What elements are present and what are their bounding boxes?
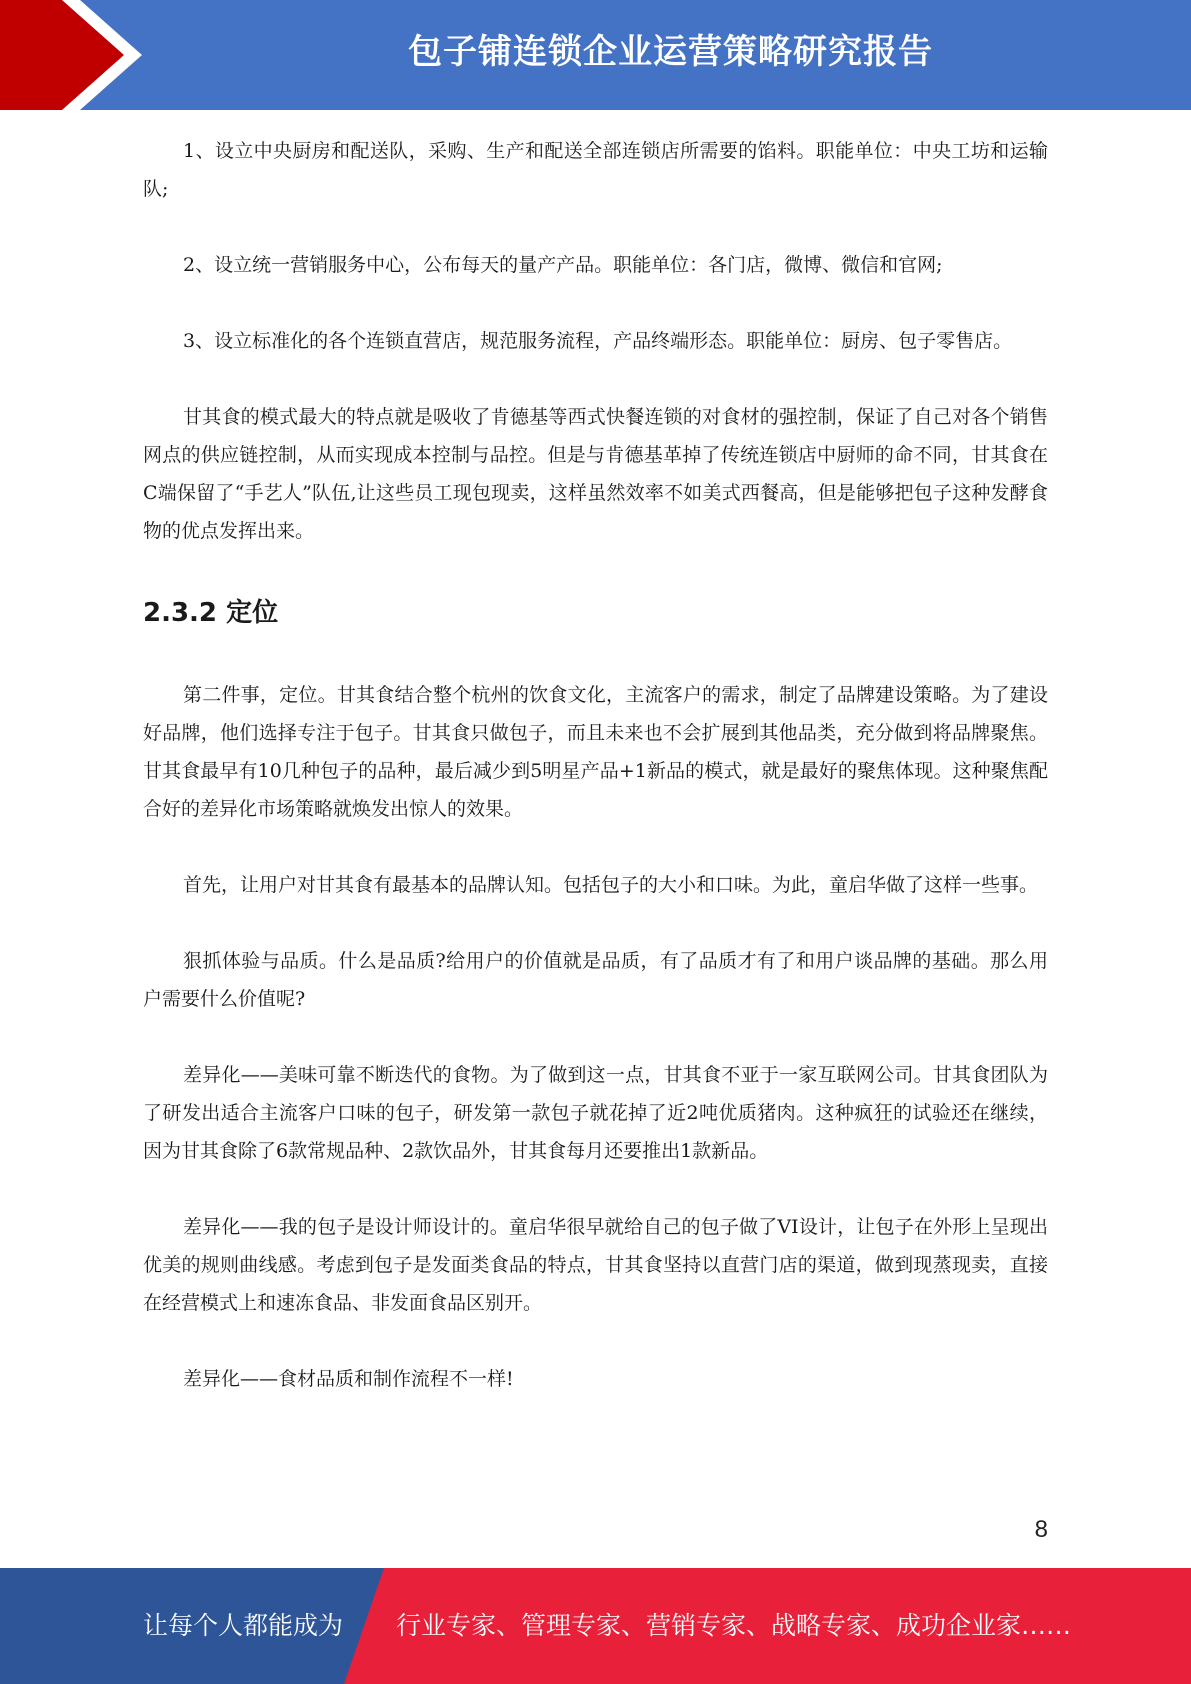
footer-slogan-left: 让每个人都能成为	[143, 1611, 344, 1640]
paragraph: 第二件事，定位。甘其食结合整个杭州的饮食文化，主流客户的需求，制定了品牌建设策略。为了建设好品牌，他们选择专注于包子。甘其食只做包子，而且未来也不会扩展到其他品类，充分做到将品牌聚焦。甘其食最早有10几种包子的品种，最后减少到5明星产品+1新品的模式，就是最好的聚焦体现。这种聚焦配合好的差异化市场策略就焕发出惊人的效果。	[143, 684, 1048, 820]
header-arrow-icon	[0, 0, 160, 110]
page-number: 8	[1034, 1516, 1048, 1543]
page-footer	[0, 1568, 1191, 1684]
paragraph: 狠抓体验与品质。什么是品质?给用户的价值就是品质，有了品质才有了和用户谈品牌的基础。那么用户需要什么价值呢?	[143, 950, 1048, 1010]
paragraph: 差异化——我的包子是设计师设计的。童启华很早就给自己的包子做了VI设计，让包子在外形上呈现出优美的规则曲线感。考虑到包子是发面类食品的特点，甘其食坚持以直营门店的渠道，做到现蒸现卖，直接在经营模式上和速冻食品、非发面食品区别开。	[143, 1216, 1048, 1314]
paragraph: 首先，让用户对甘其食有最基本的品牌认知。包括包子的大小和口味。为此，童启华做了这样一些事。	[183, 874, 1039, 896]
paragraph: 2、设立统一营销服务中心，公布每天的量产产品。职能单位：各门店，微博、微信和官网;	[183, 254, 943, 276]
paragraph: 差异化——食材品质和制作流程不一样!	[183, 1368, 514, 1390]
paragraph: 3、设立标准化的各个连锁直营店，规范服务流程，产品终端形态。职能单位：厨房、包子零售店。	[183, 330, 1013, 352]
document-body	[143, 132, 1048, 1436]
footer-slogan-right: 行业专家、管理专家、营销专家、战略专家、成功企业家……	[396, 1611, 1072, 1640]
page-header	[0, 0, 1191, 110]
section-heading: 2.3.2 定位	[143, 598, 279, 628]
paragraph: 甘其食的模式最大的特点就是吸收了肯德基等西式快餐连锁的对食材的强控制，保证了自己对各个销售网点的供应链控制，从而实现成本控制与品控。但是与肯德基革掉了传统连锁店中厨师的命不同，甘其食在C端保留了“手艺人”队伍,让这些员工现包现卖，这样虽然效率不如美式西餐高，但是能够把包子这种发酵食物的优点发挥出来。	[143, 406, 1048, 542]
header-title: 包子铺连锁企业运营策略研究报告	[408, 32, 933, 72]
paragraph: 差异化——美味可靠不断迭代的食物。为了做到这一点，甘其食不亚于一家互联网公司。甘其食团队为了研发出适合主流客户口味的包子，研发第一款包子就花掉了近2吨优质猪肉。这种疯狂的试验还在继续，因为甘其食除了6款常规品种、2款饮品外，甘其食每月还要推出1款新品。	[143, 1064, 1048, 1162]
paragraph: 1、设立中央厨房和配送队，采购、生产和配送全部连锁店所需要的馅料。职能单位：中央工坊和运输队;	[143, 140, 1048, 200]
